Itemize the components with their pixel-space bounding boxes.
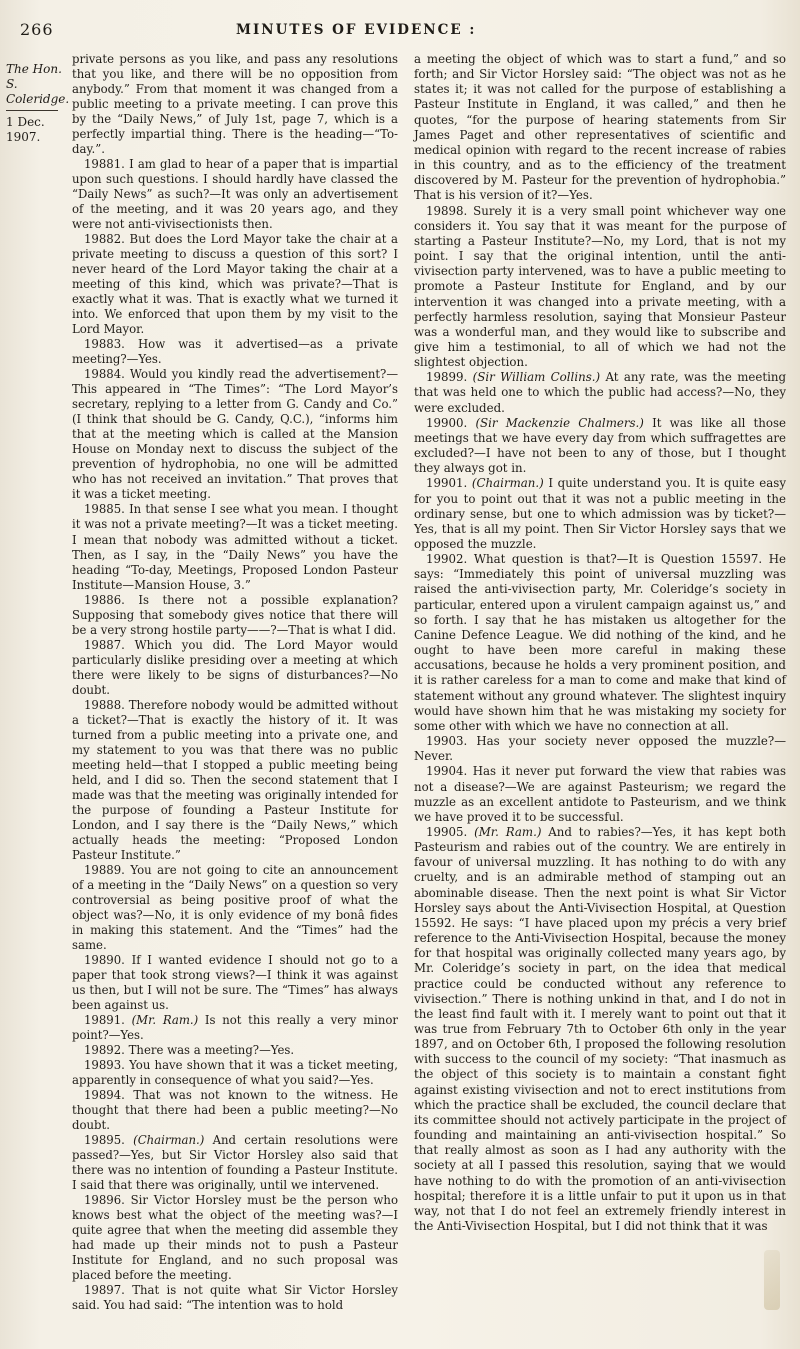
question-text: Which you did. The Lord Mayor would particularly dislike presiding over a meeting at which there were likely to be signs of disturbances?—No doubt.	[72, 637, 398, 697]
right-text-column	[414, 52, 786, 1234]
question-number: 19887.	[84, 637, 125, 652]
question-text: You are not going to cite an announcement of a meeting in the “Daily News” on a question so very controversial as being positive proof of what the object was?—No, it is only evidence of my bonâ fides in making this statement. And the “Times” had the same.	[72, 862, 398, 952]
question-number: 19892.	[84, 1043, 125, 1058]
question-paragraph	[414, 734, 786, 764]
question-paragraph	[72, 1088, 398, 1133]
speaker-name: (Sir Mackenzie Chalmers.)	[475, 415, 644, 430]
question-paragraph	[72, 232, 398, 337]
question-number: 19894.	[84, 1088, 125, 1103]
question-text: You have shown that it was a ticket meeting, apparently in consequence of what you said?—Yes.	[72, 1058, 399, 1088]
question-text: private persons as you like, and pass any resolutions that you like, and there will be no opposition from anybody.” From that moment it was changed from a public meeting to a private meeting. I can prove this by the “Daily News,” of July 1st, page 7, which is a perfectly impartial thing. There is the heading—“To-day.”.	[72, 52, 398, 157]
question-text: Is there not a possible explanation? Supposing that somebody gives notice that there will be a very strong hostile party——?—That is what I did.	[72, 592, 399, 637]
question-text: But does the Lord Mayor take the chair at a private meeting to discuss a question of this sort? I never heard of the Lord Mayor taking the chair at a meeting of this kind, which was private?—That is exactly what it was. That is exactly what we turned it into. We enforced that upon them by my visit to the Lord Mayor.	[72, 232, 398, 337]
question-text: And to rabies?—Yes, it has kept both Pasteurism and rabies out of the country. We are entirely in favour of universal muzzling. It has nothing to do with any cruelty, and is an admirable method of stamping out an abominable disease. Then the next point is what Sir Victor Horsley says about the Anti-Vivisection Hospital, at Question 15592. He says: “I have placed upon my précis a very brief reference to the Anti-Vivisection Hospital, because the money for that hospital was originally collected many years ago, by Mr. Coleridge’s society in part, on the idea that medical practice could be conducted without any reference to vivisection.” There is nothing unkind in that, and I do not in the least find fault with it. I merely want to point out that it was true from February 7th to October 6th only in the year 1897, and on October 6th, I proposed the following resolution with success to the council of my society: “That inasmuch as the object of this society is to maintain a constant fight against existing vivisection and not to erect institutions from which the practice shall be excluded, the council declare that its committee should not actively participate in the project of founding and maintaining an anti-vivisection hospital.” So that really almost as soon as I had any authority with the society at all I passed this resolution, saying that we would have nothing to do with the promotion of an anti-vivisection hospital; therefore it is a little unfair to put it upon us in that way, not that I do not feel an extremely friendly interest in the Anti-Vivisection Hospital, but I did not think that it was	[414, 824, 787, 1234]
question-paragraph	[72, 638, 398, 698]
question-text: I am glad to hear of a paper that is impartial upon such questions. I should hardly have classed the “Daily News” as such?—It was only an advertisement of the meeting, and it was 20 years ago, and they were not anti-vivisectionists then.	[72, 157, 399, 232]
question-paragraph	[72, 52, 398, 157]
question-paragraph	[72, 863, 398, 953]
speaker-name: (Mr. Ram.)	[131, 1013, 199, 1027]
question-number: 19884.	[84, 367, 125, 382]
question-number: 19881.	[84, 157, 125, 172]
question-text: At any rate, was the meeting that was held one to which the public had access?—No, they were excluded.	[414, 370, 787, 415]
question-paragraph	[414, 204, 786, 371]
margin-date: 1 Dec. 1907.	[6, 115, 45, 144]
question-number: 19900.	[426, 415, 468, 430]
question-number: 19893.	[84, 1058, 125, 1073]
question-paragraph	[72, 502, 398, 592]
question-paragraph	[72, 953, 398, 1013]
question-paragraph	[414, 764, 786, 825]
question-text: Has your society never opposed the muzzle?—Never.	[414, 734, 786, 764]
margin-witness-note	[6, 62, 70, 145]
question-number: 19899.	[426, 370, 468, 385]
question-text: What question is that?—It is Question 15597. He says: “Immediately this point of universal muzzling was raised the anti-vivisection party, Mr. Coleridge’s society in particular, entered upon a virulent campaign against us,” and so forth. I say that he has mistaken us altogether for the Canine Defence League. We did nothing of the kind, and he ought to have been more careful in making these accusations, because he holds a very prominent position, and it is rather careless for a man to come and make that kind of statement without any ground whatever. The slightest inquiry would have shown him that he was mistaking my society for some other with which we have no connection at all.	[414, 552, 787, 733]
question-text: Surely it is a very small point whichever way one considers it. You say that it was meant for the purpose of starting a Pasteur Institute?—No, my Lord, that is not my point. I say that the original intention, until the anti-vivisection party intervened, was to have a public meeting to promote a Pasteur Institute for England, and by our intervention it was changed into a private meeting, with a perfectly harmless resolution, saying that Monsieur Pasteur was a wonderful man, and they would like to subscribe and give him a testimonial, to all of which we had not the slightest objection.	[414, 203, 787, 370]
left-text-column	[72, 52, 398, 1313]
question-number: 19903.	[426, 734, 468, 749]
question-text: That is not quite what Sir Victor Horsley said. You had said: “The intention was to hold	[72, 1283, 398, 1313]
question-paragraph	[72, 1133, 398, 1193]
question-paragraph	[72, 367, 398, 502]
question-paragraph	[72, 593, 398, 638]
speaker-name: (Chairman.)	[133, 1133, 205, 1148]
page-number: 266	[20, 20, 54, 39]
question-number: 19897.	[84, 1283, 125, 1298]
question-number: 19895.	[84, 1133, 125, 1148]
question-text: It was like all those meetings that we have every day from which suffragettes are excluded?—I have not been to any of those, but I thought they always got in.	[414, 415, 786, 476]
question-text: I quite understand you. It is quite easy for you to point out that it was not a public meeting in the ordinary sense, but one to which admission was by ticket?—Yes, that is all my point. Then Sir Victor Horsley says that we opposed the muzzle.	[414, 476, 787, 551]
question-number: 19888.	[84, 697, 125, 712]
question-number: 19882.	[84, 232, 125, 247]
question-text: Would you kindly read the advertisement?—This appeared in “The Times”: “The Lord Mayor’s secretary, replying to a letter from G. Candy and Co.” (I think that should be G. Candy, Q.C.), “informs him that at the meeting which is called at the Mansion House on Monday next to discuss the subject of the prevention of hydrophobia, no one will be admitted who has not received an invitation.” That proves that it was a ticket meeting.	[72, 367, 399, 502]
question-number: 19904.	[426, 764, 468, 779]
page-edge-stain	[764, 1250, 780, 1310]
question-text: There was a meeting?—Yes.	[128, 1043, 295, 1058]
question-number: 19891.	[84, 1013, 125, 1027]
question-text: Sir Victor Horsley must be the person who knows best what the object of the meeting was?—I quite agree that when the meeting did assemble they had made up their minds not to push a Pasteur Institute for England, and no such proposal was placed before the meeting.	[72, 1193, 398, 1283]
speaker-name: (Sir William Collins.)	[472, 370, 601, 385]
question-number: 19889.	[84, 862, 125, 877]
question-paragraph	[414, 476, 786, 552]
speaker-name: (Chairman.)	[471, 476, 544, 491]
question-number: 19886.	[84, 592, 125, 607]
question-number: 19890.	[84, 952, 125, 967]
page-header	[0, 18, 800, 44]
question-number: 19905.	[426, 824, 468, 839]
question-number: 19902.	[426, 552, 468, 567]
speaker-name: (Mr. Ram.)	[474, 824, 542, 839]
question-paragraph	[72, 1193, 398, 1283]
question-number: 19898.	[426, 203, 468, 218]
question-text: How was it advertised—as a private meeting?—Yes.	[72, 337, 398, 367]
question-paragraph	[414, 552, 786, 734]
question-text: Is not this really a very minor point?—Yes.	[72, 1013, 399, 1043]
question-text: If I wanted evidence I should not go to a paper that took strong views?—I think it was against us then, but I will not be sure. The “Times” has always been against us.	[72, 952, 399, 1012]
question-paragraph	[72, 1058, 398, 1088]
running-head: MINUTES OF EVIDENCE :	[236, 22, 477, 38]
question-number: 19896.	[84, 1193, 125, 1208]
question-number: 19885.	[84, 502, 125, 517]
question-text: In that sense I see what you mean. I thought it was not a private meeting?—It was a ticket meeting. I mean that nobody was admitted without a ticket. Then, as I say, in the “Daily News” you have the heading “To-day, Meetings, Proposed London Pasteur Institute—Mansion House, 3.”	[72, 502, 398, 592]
question-number: 19883.	[84, 337, 125, 352]
question-text: Has it never put forward the view that rabies was not a disease?—We are against Pasteurism; we regard the muzzle as an excellent antidote to Pasteurism, and we think we have proved it to be successful.	[414, 764, 786, 824]
question-paragraph	[72, 698, 398, 863]
question-text: That was not known to the witness. He thought that there had been a public meeting?—No doubt.	[72, 1088, 398, 1133]
margin-divider	[6, 110, 58, 111]
question-paragraph	[72, 157, 398, 232]
question-paragraph	[72, 1043, 398, 1058]
question-text: And certain resolutions were passed?—Yes, but Sir Victor Horsley also said that there was no intention of founding a Pasteur Institute. I said that there was originally, until we intervened.	[72, 1133, 398, 1193]
question-paragraph	[414, 370, 786, 415]
question-number: 19901.	[426, 476, 468, 491]
question-text: Therefore nobody would be admitted without a ticket?—That is exactly the history of it. It was turned from a public meeting into a private one, and my statement to you was that there was no public meeting held—that I stopped a public meeting being held, and I did so. Then the second statement that I made was that the meeting was originally intended for the purpose of founding a Pasteur Institute for London, and I say there is the “Daily News,” which actually heads the meeting: “Proposed London Pasteur Institute.”	[72, 697, 398, 862]
question-paragraph	[72, 337, 398, 367]
question-paragraph	[72, 1013, 398, 1043]
question-paragraph	[414, 52, 786, 204]
question-paragraph	[72, 1283, 398, 1313]
question-paragraph	[414, 825, 786, 1234]
question-text: a meeting the object of which was to start a fund,” and so forth; and Sir Victor Horsley said: “The object was not as he states it; it was not called for the purpose of establishing a Pasteur Institute in England, it was called,” and then he quotes, “for the purpose of hearing statements from Sir James Paget and other representatives of scientific and medical opinion with regard to the recent increase of rabies in this country, and as to the efficiency of the treatment discovered by M. Pasteur for the prevention of hydrophobia.” That is his version of it?—Yes.	[414, 52, 786, 203]
margin-witness-name: The Hon. S. Coleridge.	[6, 62, 70, 106]
question-paragraph	[414, 416, 786, 477]
